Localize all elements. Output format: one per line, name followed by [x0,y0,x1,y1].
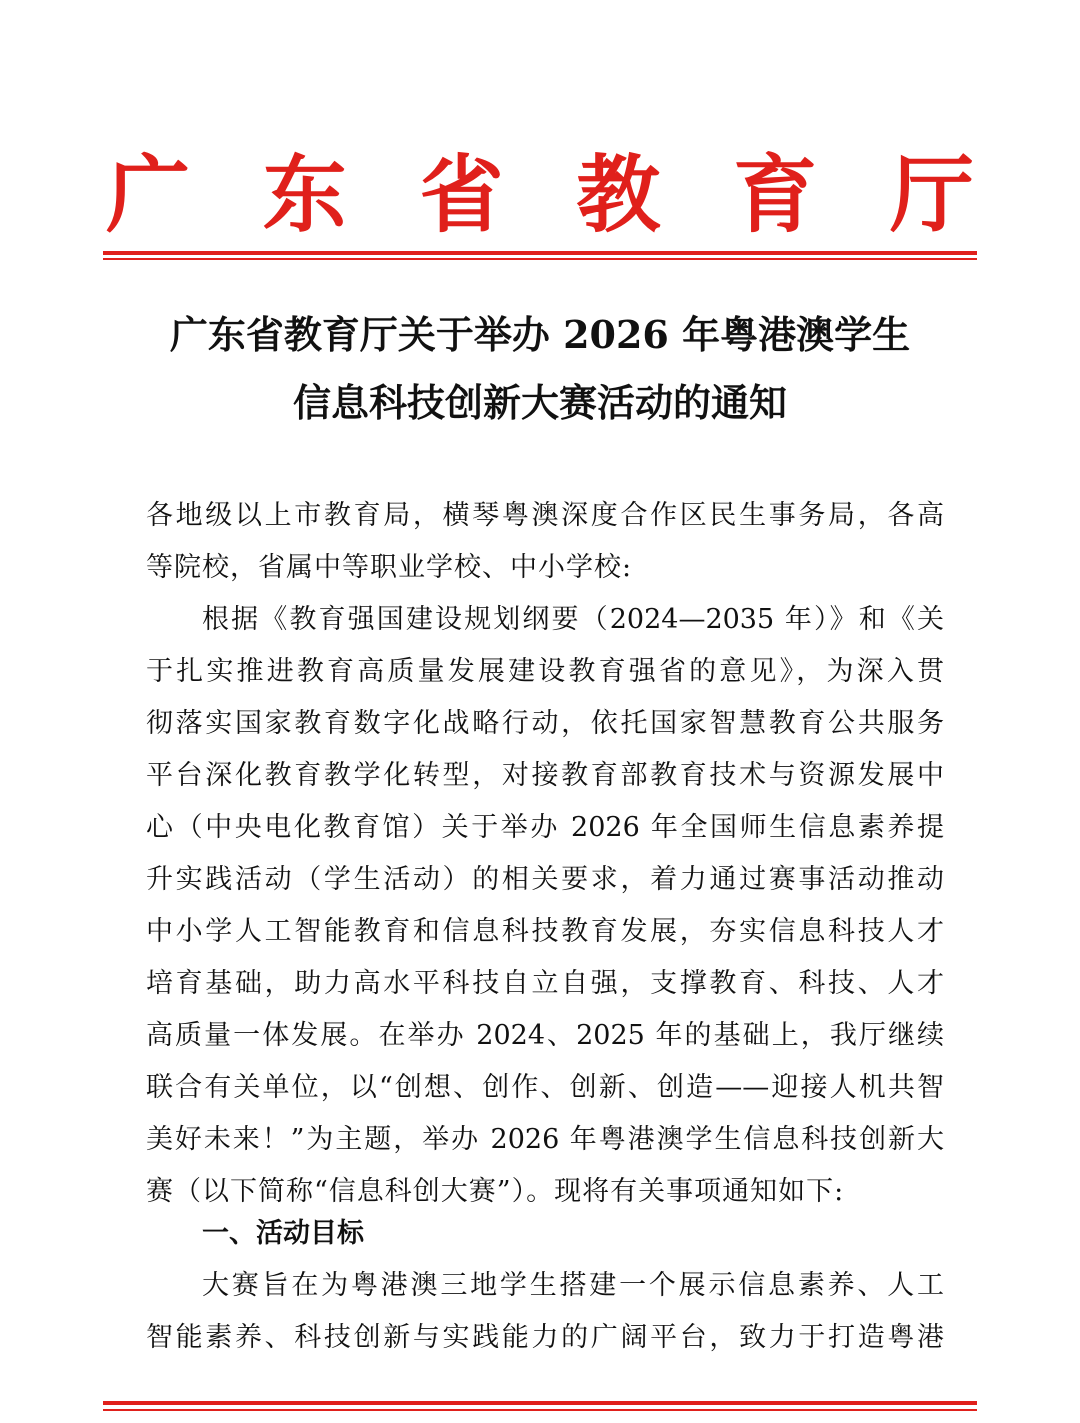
letterhead-char: 厅 [889,145,974,244]
paragraph-line: 美好未来！”为主题，举办 2026 年粤港澳学生信息科技创新大 [146,1124,944,1155]
letterhead-char: 教 [576,145,661,244]
salutation-line: 各地级以上市教育局，横琴粤澳深度合作区民生事务局，各高 [146,500,944,531]
letterhead-char: 省 [419,145,504,244]
letterhead-char: 育 [733,145,818,244]
letterhead-title [100,140,980,250]
letterhead-divider-thin [103,258,977,260]
paragraph-line: 根据《教育强国建设规划纲要（2024—2035 年）》和《关 [202,604,944,635]
letterhead-char: 广 [105,145,190,244]
letterhead-char: 东 [262,145,347,244]
footer-divider-thick [103,1401,977,1405]
paragraph-line: 于扎实推进教育高质量发展建设教育强省的意见》，为深入贯 [146,656,944,687]
paragraph-line: 智能素养、科技创新与实践能力的广阔平台，致力于打造粤港 [146,1322,944,1353]
section-heading: 一、活动目标 [202,1218,364,1249]
paragraph-line: 大赛旨在为粤港澳三地学生搭建一个展示信息素养、人工 [202,1270,944,1301]
document-title-line-2: 信息科技创新大赛活动的通知 [292,380,787,425]
paragraph-line: 培育基础，助力高水平科技自立自强，支撑教育、科技、人才 [146,968,944,999]
paragraph-line: 升实践活动（学生活动）的相关要求，着力通过赛事活动推动 [146,864,944,895]
document-title-line-1: 广东省教育厅关于举办 2026 年粤港澳学生 [169,312,911,357]
paragraph-line: 高质量一体发展。在举办 2024、2025 年的基础上，我厅继续 [146,1020,944,1051]
paragraph-line: 平台深化教育教学化转型，对接教育部教育技术与资源发展中 [146,760,944,791]
paragraph-line: 心（中央电化教育馆）关于举办 2026 年全国师生信息素养提 [146,812,944,843]
footer-divider-thin [103,1409,977,1411]
paragraph-line: 联合有关单位，以“创想、创作、创新、创造——迎接人机共智 [146,1072,944,1103]
paragraph-line: 中小学人工智能教育和信息科技教育发展，夯实信息科技人才 [146,916,944,947]
paragraph-line: 赛（以下简称“信息科创大赛”）。现将有关事项通知如下: [146,1176,845,1207]
salutation-line: 等院校，省属中等职业学校、中小学校: [146,552,633,583]
paragraph-line: 彻落实国家教育数字化战略行动，依托国家智慧教育公共服务 [146,708,944,739]
letterhead-divider-thick [103,251,977,255]
